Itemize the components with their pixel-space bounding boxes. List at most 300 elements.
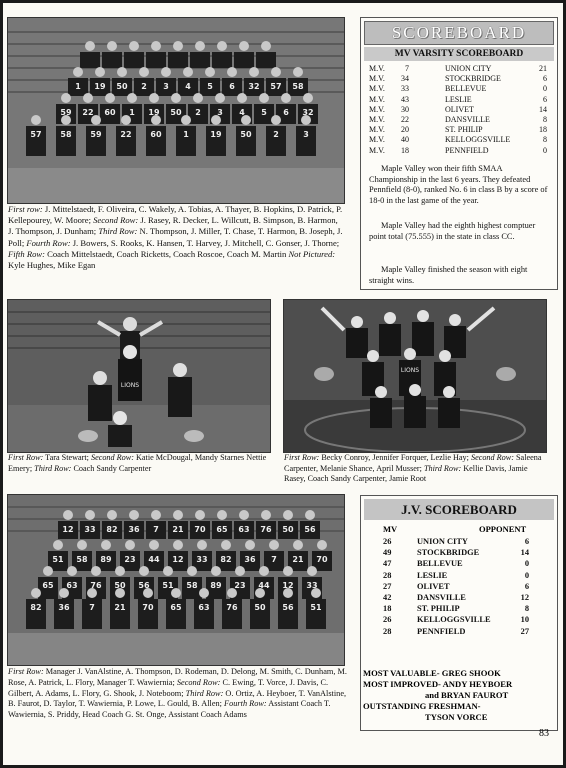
caption-row-names: Coach Mittelstaedt, Coach Ricketts, Coach Roscoe, Coach M. Martin	[45, 248, 289, 259]
scoreboard-opponent: BELLEVUE	[445, 84, 487, 94]
scoreboard-team: M.V.	[369, 104, 385, 114]
scoreboard-mv-score: 20	[401, 125, 409, 135]
scoreboard-paragraph-3: Maple Valley finished the season with eight straight wins.	[369, 265, 528, 285]
jv-award-5: TYSON VORCE	[425, 712, 488, 722]
jv-opponent: OLIVET	[417, 581, 450, 591]
cheer-right-caption	[284, 453, 546, 485]
player-jersey	[124, 52, 144, 68]
player-head	[31, 115, 41, 125]
jv-opponent-score: 6	[524, 581, 529, 591]
caption-row-names: C. Ewing, T. Vorce, J. Davis, C. Gilbert, A. Adams, L. Flory, G. Shook, J. Noteboom;	[8, 677, 329, 698]
caption-row-label: Fourth Row:	[26, 237, 71, 248]
page-number: 83	[539, 728, 549, 739]
caption-row-label: First row:	[8, 204, 43, 214]
jersey-number: 65	[216, 525, 228, 534]
jersey-number: 4	[185, 82, 191, 91]
player-head	[283, 566, 293, 576]
player-head	[227, 67, 237, 77]
jersey-number: 3	[303, 130, 309, 139]
jv-opponent: LESLIE	[417, 570, 448, 580]
jv-mv-score: 47	[383, 559, 392, 569]
jersey-number: 21	[292, 555, 304, 564]
jv-opponent-score: 6	[524, 537, 529, 546]
cheer-right-lettering: LIONS	[400, 367, 420, 374]
jersey-number: 56	[138, 581, 150, 590]
jersey-number: 1	[129, 108, 135, 117]
jv-opponent: PENNFIELD	[417, 626, 466, 636]
scoreboard-opponent-score: 6	[543, 94, 547, 104]
player-jersey	[168, 52, 188, 68]
jersey-number: 7	[89, 603, 95, 612]
player-head	[63, 510, 73, 520]
jersey-number: 19	[148, 108, 160, 117]
player-head	[85, 510, 95, 520]
player-head	[271, 115, 281, 125]
jersey-number: 63	[198, 603, 210, 612]
player-head	[83, 93, 93, 103]
scoreboard-title: SCOREBOARD	[364, 21, 554, 45]
caption-row-label: Fifth Row:	[8, 248, 45, 259]
scoreboard-row	[369, 64, 551, 74]
player-head	[317, 540, 327, 550]
player-head	[117, 67, 127, 77]
caption-row-label: Second Row:	[176, 677, 221, 687]
jersey-number: 33	[306, 581, 318, 590]
jv-scoreboard-row	[379, 592, 541, 603]
caption-row-names: N. Thompson, J. Miller, T. Chase, T. Harmon, B. Joseph, J. Poll;	[8, 226, 343, 248]
scoreboard-mv-score: 7	[405, 64, 409, 73]
scoreboard-team: M.V.	[369, 115, 385, 124]
jersey-number: 76	[226, 603, 238, 612]
jersey-number: 7	[153, 525, 159, 534]
jersey-number: 33	[84, 525, 96, 534]
jersey-number: 59	[90, 130, 102, 139]
player-head	[195, 41, 205, 51]
player-head	[173, 540, 183, 550]
player-head	[183, 67, 193, 77]
player-head	[249, 67, 259, 77]
player-head	[139, 566, 149, 576]
jv-scoreboard-title: J.V. SCOREBOARD	[364, 499, 554, 520]
jersey-number: 12	[62, 525, 74, 534]
jv-award-2: MOST IMPROVED- ANDY HEYBOER	[363, 679, 513, 689]
scoreboard-mv-score: 40	[401, 135, 409, 145]
jersey-number: 82	[220, 555, 232, 564]
player-head	[115, 566, 125, 576]
jersey-number: 50	[114, 581, 126, 590]
jersey-number: 32	[302, 108, 314, 117]
scoreboard-opponent: ST. PHILIP	[445, 125, 483, 135]
jv-opponent: UNION CITY	[417, 537, 468, 546]
jv-award-4: OUTSTANDING FRESHMAN-	[363, 701, 481, 711]
cheer-photo-right	[283, 299, 547, 453]
jv-scoreboard-row	[379, 558, 541, 569]
player-head	[199, 588, 209, 598]
player-head	[151, 510, 161, 520]
jersey-number: 51	[310, 603, 322, 612]
jv-mv-score: 42	[383, 593, 392, 602]
scoreboard-opponent-score: 0	[543, 145, 547, 155]
scoreboard-mv-score: 33	[401, 84, 409, 94]
player-head	[91, 566, 101, 576]
jv-opponent-score: 12	[520, 593, 529, 602]
caption-row-names: Katie McDougal, Mandy Starnes Nettie Emery;	[8, 453, 267, 473]
jersey-number: 89	[210, 581, 222, 590]
jv-col-opponent: OPPONENT	[479, 524, 527, 534]
jersey-number: 19	[94, 82, 106, 91]
player-head	[105, 93, 115, 103]
player-head	[239, 41, 249, 51]
varsity-scoreboard-box	[360, 17, 558, 290]
jersey-number: 56	[304, 525, 316, 534]
jv-opponent: KELLOGGSVILLE	[417, 615, 491, 625]
player-jersey	[80, 52, 100, 68]
player-head	[293, 540, 303, 550]
jersey-number: 89	[100, 555, 112, 564]
jersey-number: 23	[124, 555, 136, 564]
jersey-number: 21	[172, 525, 184, 534]
caption-row-label: Third Row:	[185, 688, 224, 698]
jersey-number: 2	[195, 108, 201, 117]
scoreboard-opponent: UNION CITY	[445, 64, 492, 73]
scoreboard-opponent: PENNFIELD	[445, 145, 489, 155]
jersey-number: 12	[172, 555, 184, 564]
player-head	[205, 67, 215, 77]
caption-row-label: First Row:	[284, 453, 320, 462]
jv-opponent: ST. PHILIP	[417, 604, 460, 614]
player-head	[215, 93, 225, 103]
player-head	[139, 67, 149, 77]
scoreboard-opponent: LESLIE	[445, 94, 472, 104]
player-head	[261, 41, 271, 51]
scoreboard-opponent-score: 0	[543, 84, 547, 94]
jv-mv-score: 26	[383, 537, 392, 546]
jersey-number: 59	[60, 108, 72, 117]
cheer-left-caption	[8, 453, 270, 474]
scoreboard-mv-score: 43	[401, 94, 409, 104]
player-head	[195, 510, 205, 520]
caption-row-label: Third Row:	[34, 463, 72, 473]
player-head	[107, 41, 117, 51]
player-head	[67, 566, 77, 576]
scoreboard-opponent-score: 8	[543, 135, 547, 145]
jersey-number: 36	[128, 525, 140, 534]
scoreboard-row	[369, 146, 551, 156]
jersey-number: 4	[239, 108, 245, 117]
jv-opponent: BELLEVUE	[417, 559, 463, 569]
player-head	[305, 510, 315, 520]
caption-row-names: Kellie Davis, Jamie Rasey, Coach Sandy Carpenter, Jamie Root	[284, 463, 528, 484]
scoreboard-row	[369, 105, 551, 115]
player-jersey	[234, 52, 254, 68]
player-head	[221, 540, 231, 550]
jv-scoreboard-row	[379, 536, 541, 547]
player-head	[173, 510, 183, 520]
jv-col-mv: MV	[383, 524, 398, 534]
scoreboard-team: M.V.	[369, 135, 385, 145]
jv-scoreboard-row	[379, 626, 541, 637]
caption-row-names: Kyle Hughes, Mike Egan	[8, 260, 96, 271]
player-head	[293, 67, 303, 77]
scoreboard-team: M.V.	[369, 64, 385, 73]
scoreboard-team: M.V.	[369, 84, 385, 94]
scoreboard-row	[369, 125, 551, 135]
jersey-number: 22	[82, 108, 94, 117]
player-head	[217, 41, 227, 51]
jersey-number: 63	[238, 525, 250, 534]
scoreboard-mv-score: 18	[401, 145, 409, 155]
scoreboard-row	[369, 84, 551, 94]
jersey-number: 60	[104, 108, 116, 117]
caption-row-names: Tara Stewart;	[43, 453, 91, 462]
scoreboard-opponent-score: 8	[543, 115, 547, 124]
jersey-number: 6	[283, 108, 289, 117]
jersey-number: 70	[194, 525, 206, 534]
player-head	[151, 41, 161, 51]
jersey-number: 70	[316, 555, 328, 564]
caption-row-names: Becky Conroy, Jennifer Forquer, Lezlie Hay;	[319, 453, 471, 462]
jersey-number: 19	[210, 130, 222, 139]
player-head	[281, 93, 291, 103]
scoreboard-team: M.V.	[369, 145, 385, 155]
jersey-number: 6	[229, 82, 235, 91]
jersey-number: 57	[30, 130, 42, 139]
jv-scoreboard-row	[379, 614, 541, 625]
varsity-caption	[8, 204, 343, 271]
player-head	[149, 540, 159, 550]
jv-opponent-score: 0	[524, 559, 529, 569]
jersey-number: 22	[120, 130, 132, 139]
jersey-number: 23	[234, 581, 246, 590]
jersey-number: 65	[42, 581, 54, 590]
caption-row-label: Not Pictured:	[288, 248, 336, 259]
caption-row-names: Assistant Coach T. Wawiernia, S. Priddy, Head Coach G. St. Onge, Assistant Coach Adams	[8, 699, 331, 720]
jersey-number: 58	[76, 555, 88, 564]
jv-award-3: and BRYAN FAUROT	[425, 690, 509, 700]
cheer-photo-left	[7, 299, 271, 453]
scoreboard-mv-score: 34	[401, 74, 409, 84]
jv-caption	[8, 667, 350, 721]
caption-row-names: J. Bowers, S. Rooks, K. Hansen, T. Harvey, J. Mitchell, C. Gonser, J. Thorne;	[70, 237, 340, 248]
jersey-number: 33	[196, 555, 208, 564]
cheer-left-lettering: LIONS	[120, 382, 140, 389]
jv-scoreboard-row	[379, 581, 541, 592]
player-head	[307, 566, 317, 576]
scoreboard-row	[369, 115, 551, 125]
yearbook-page	[3, 3, 563, 765]
player-head	[303, 93, 313, 103]
player-head	[259, 566, 269, 576]
caption-row-names: J. Mittelstaedt, F. Oliveira, C. Wakely, A. Tobias, A. Thayer, B. Hopkins, D. Patrick, P. Kellepourey, W. Moore;	[8, 204, 343, 226]
scoreboard-row	[369, 95, 551, 105]
player-head	[53, 540, 63, 550]
jv-scoreboard-row	[379, 570, 541, 581]
cheer-right-svg	[284, 300, 546, 452]
player-jersey	[146, 52, 166, 68]
player-head	[187, 566, 197, 576]
player-head	[237, 93, 247, 103]
player-head	[269, 540, 279, 550]
jv-opponent: STOCKBRIDGE	[417, 548, 480, 558]
jv-scoreboard-row	[379, 603, 541, 614]
player-head	[73, 67, 83, 77]
caption-row-label: Fourth Row:	[224, 699, 267, 709]
jersey-number: 1	[75, 82, 81, 91]
scoreboard-row	[369, 74, 551, 84]
player-head	[173, 41, 183, 51]
jersey-number: 12	[282, 581, 294, 590]
jv-opponent-score: 14	[520, 548, 529, 558]
player-head	[129, 510, 139, 520]
player-head	[149, 93, 159, 103]
caption-row-names: Saleena Carpenter, Melanie Shance, April Musser;	[284, 453, 542, 473]
jersey-number: 21	[114, 603, 126, 612]
player-jersey	[102, 52, 122, 68]
jv-mv-score: 28	[383, 626, 392, 636]
caption-row-names: J. Rasey, R. Decker, L. Willcutt, B. Simpson, B. Harmon, J. Thompson, J. Dunham;	[8, 215, 338, 237]
jv-mv-score: 49	[383, 548, 392, 558]
scoreboard-team: M.V.	[369, 125, 385, 135]
jv-mv-score: 27	[383, 581, 392, 591]
jersey-number: 76	[90, 581, 102, 590]
caption-row-label: First Row:	[8, 667, 44, 676]
scoreboard-opponent: DANSVILLE	[445, 115, 490, 124]
player-head	[107, 510, 117, 520]
scoreboard-subtitle: MV VARSITY SCOREBOARD	[364, 47, 554, 61]
player-head	[181, 115, 191, 125]
jv-opponent-score: 10	[520, 615, 529, 625]
player-jersey	[256, 52, 276, 68]
player-head	[77, 540, 87, 550]
player-head	[101, 540, 111, 550]
jersey-number: 1	[183, 130, 189, 139]
player-head	[197, 540, 207, 550]
jv-opponent-score: 27	[520, 626, 529, 636]
varsity-team-photo	[7, 17, 345, 204]
player-head	[239, 510, 249, 520]
jv-mv-score: 26	[383, 615, 392, 625]
jv-team-photo	[7, 494, 345, 666]
jv-opponent-score: 0	[524, 570, 529, 580]
jersey-number: 3	[163, 82, 169, 91]
scoreboard-paragraph-1: Maple Valley won their fifth SMAA Championship in the last 6 years. They defeated Pennfield (8-0), ranked No. 6 in class B by a score of 18-0 in the last game of the year.	[369, 164, 548, 205]
player-head	[161, 67, 171, 77]
scoreboard-opponent-score: 6	[543, 74, 547, 84]
jersey-number: 76	[260, 525, 272, 534]
jv-photo-svg	[8, 495, 344, 665]
jersey-number: 50	[254, 603, 266, 612]
player-head	[261, 510, 271, 520]
scoreboard-opponent-score: 14	[539, 104, 547, 114]
player-jersey	[212, 52, 232, 68]
jersey-number: 70	[142, 603, 154, 612]
player-head	[235, 566, 245, 576]
caption-row-names: Coach Sandy Carpenter	[71, 463, 152, 473]
jv-award-1: MOST VALUABLE- GREG SHOOK	[363, 668, 501, 678]
cheer-left-svg	[8, 300, 270, 452]
jersey-number: 58	[292, 82, 304, 91]
scoreboard-mv-score: 30	[401, 104, 409, 114]
player-head	[271, 67, 281, 77]
jersey-number: 44	[258, 581, 270, 590]
player-head	[85, 41, 95, 51]
scoreboard-opponent: STOCKBRIDGE	[445, 74, 501, 84]
jersey-number: 51	[162, 581, 174, 590]
player-head	[125, 540, 135, 550]
player-head	[43, 566, 53, 576]
jersey-number: 5	[261, 108, 267, 117]
jv-scoreboard-box	[360, 495, 558, 731]
caption-row-label: Second Row:	[90, 453, 134, 462]
caption-row-label: First Row:	[8, 453, 44, 462]
player-head	[283, 510, 293, 520]
player-head	[129, 41, 139, 51]
player-head	[95, 67, 105, 77]
scoreboard-opponent-score: 21	[539, 64, 547, 73]
caption-row-label: Third Row:	[98, 226, 138, 237]
jv-opponent: DANSVILLE	[417, 593, 466, 602]
jersey-number: 3	[217, 108, 223, 117]
jersey-number: 82	[106, 525, 118, 534]
jersey-number: 60	[150, 130, 162, 139]
scoreboard-team: M.V.	[369, 94, 385, 104]
player-head	[127, 93, 137, 103]
jersey-number: 5	[207, 82, 213, 91]
player-head	[163, 566, 173, 576]
scoreboard-paragraph-2: Maple Valley had the eighth highest comptuer point total (75.555) in the state in class CC.	[369, 221, 536, 241]
jersey-number: 36	[244, 555, 256, 564]
jersey-number: 44	[148, 555, 160, 564]
jv-scoreboard-row	[379, 547, 541, 558]
jersey-number: 50	[116, 82, 128, 91]
player-head	[211, 566, 221, 576]
player-head	[259, 93, 269, 103]
scoreboard-opponent: KELLOGGSVILLE	[445, 135, 511, 145]
scoreboard-opponent: OLIVET	[445, 104, 474, 114]
caption-row-label: Third Row:	[423, 463, 462, 473]
caption-row-names: O. Ortiz, A. Heyboer, T. VanAlstine, B. Faurot, D. Taylor, T. Wawiernia, P. Lowe, L. Gould, B. Allen;	[8, 688, 347, 709]
player-head	[193, 93, 203, 103]
caption-row-label: Second Row:	[470, 453, 514, 462]
jersey-number: 50	[240, 130, 252, 139]
player-head	[245, 540, 255, 550]
caption-row-label: Second Row:	[93, 215, 139, 226]
jersey-number: 50	[170, 108, 182, 117]
jersey-number: 32	[248, 82, 260, 91]
player-head	[31, 588, 41, 598]
scoreboard-mv-score: 22	[401, 115, 409, 124]
jersey-number: 2	[141, 82, 147, 91]
jv-mv-score: 28	[383, 570, 392, 580]
jv-mv-score: 18	[383, 604, 392, 614]
jersey-number: 50	[282, 525, 294, 534]
jersey-number: 63	[66, 581, 78, 590]
caption-row-names: Manager J. VanAlstine, A. Thompson, D. Rodeman, D. Delong, M. Smith, C. Dunham, M. Rose, A. Patrick, L. Flory, Manager T. Wawiernia;	[8, 667, 347, 687]
jv-opponent-score: 8	[524, 604, 529, 614]
jersey-number: 65	[170, 603, 182, 612]
scoreboard-team: M.V.	[369, 74, 385, 84]
jersey-number: 7	[271, 555, 277, 564]
jersey-number: 82	[30, 603, 42, 612]
player-head	[61, 93, 71, 103]
scoreboard-opponent-score: 18	[539, 125, 547, 135]
jersey-number: 58	[60, 130, 72, 139]
jersey-number: 58	[186, 581, 198, 590]
jersey-number: 2	[273, 130, 279, 139]
player-head	[171, 93, 181, 103]
scoreboard-row	[369, 135, 551, 145]
player-head	[217, 510, 227, 520]
